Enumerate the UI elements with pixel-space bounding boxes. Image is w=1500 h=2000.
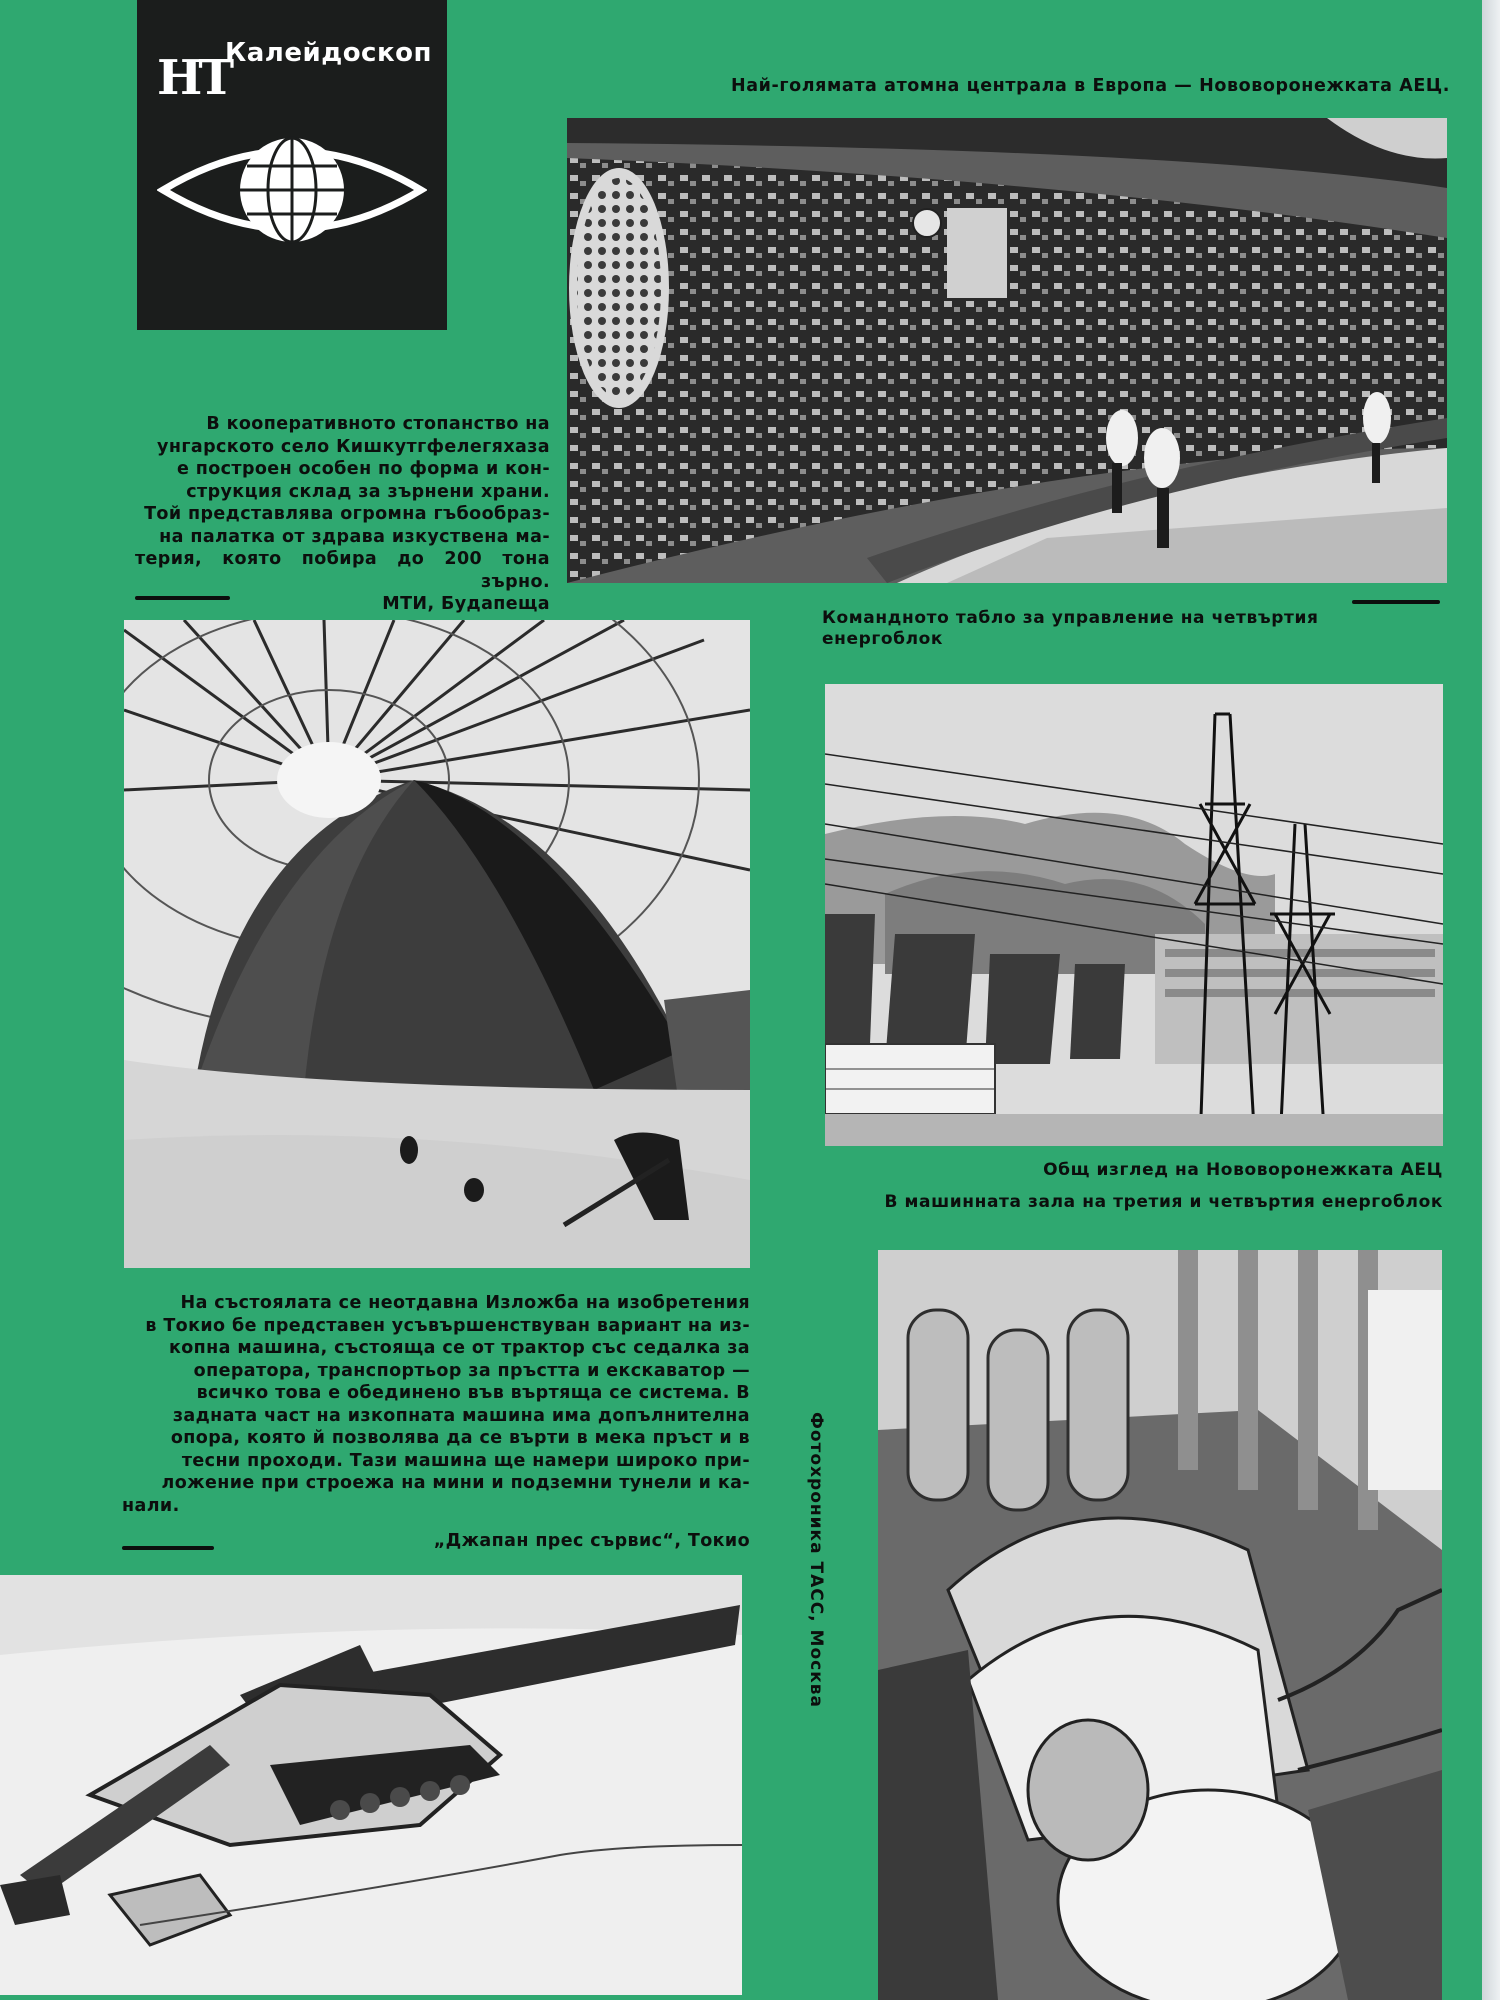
granary-line: терия, която побира до 200 тона зърно. bbox=[135, 549, 550, 592]
granary-dome-photo bbox=[124, 620, 750, 1268]
granary-line: унгарското село Кишкутгфелегяхаза bbox=[157, 436, 550, 457]
eye-globe-icon bbox=[157, 130, 427, 250]
granary-line: на палатка от здрава изкуствена ма- bbox=[159, 526, 550, 547]
excavator-line: в Токио бе представен усъвършенствуван вариант на из- bbox=[145, 1315, 750, 1336]
excavator-line: ложение при строежа на мини и подземни тунели и ка- bbox=[161, 1473, 750, 1493]
excavator-line: копна машина, състояща се от трактор със седалка за bbox=[168, 1338, 750, 1358]
npp-general-photo bbox=[825, 684, 1443, 1146]
turbine-hall-caption: В машинната зала на третия и четвъртия енергоблок bbox=[884, 1192, 1443, 1212]
photo-credit-vertical: Фотохроника ТАСС, Москва bbox=[806, 1412, 826, 1708]
turbine-hall-photo bbox=[878, 1250, 1442, 2000]
logo-section-title: Калейдоскоп bbox=[225, 38, 432, 68]
control-room-photo bbox=[567, 118, 1447, 583]
excavator-article bbox=[122, 1292, 750, 1517]
granary-article bbox=[135, 413, 550, 616]
granary-line: е построен особен по форма и кон- bbox=[176, 459, 550, 479]
control-room-caption: Командното табло за управление на четвъртия енергоблок bbox=[822, 608, 1319, 649]
page-edge bbox=[1482, 0, 1500, 2000]
excavator-source: „Джапан прес сървис“, Токио bbox=[433, 1531, 750, 1551]
section-logo bbox=[137, 0, 447, 330]
granary-line: В кооперативното стопанство на bbox=[206, 414, 550, 434]
npp-headline: Най-голямата атомна централа в Европа — Нововоронежката АЕЦ. bbox=[731, 76, 1450, 96]
excavator-line: опора, която й позволява да се върти в мека пръст и в bbox=[170, 1428, 750, 1448]
excavator-photo bbox=[0, 1575, 742, 1995]
granary-source: МТИ, Будапеща bbox=[382, 594, 550, 614]
excavator-line: задната част на изкопната машина има допълнителна bbox=[172, 1405, 750, 1426]
excavator-line: нали. bbox=[122, 1495, 180, 1516]
logo-letters: НТ bbox=[157, 50, 231, 106]
excavator-line: оператора, транспортьор за пръстта и екскаватор — bbox=[193, 1360, 750, 1381]
granary-line: Той представлява огромна гъбообраз- bbox=[144, 504, 550, 524]
separator-dash bbox=[135, 596, 230, 600]
separator-dash bbox=[122, 1546, 214, 1550]
npp-general-caption: Общ изглед на Нововоронежката АЕЦ bbox=[1043, 1160, 1443, 1180]
separator-dash bbox=[1352, 600, 1440, 604]
granary-line: струкция склад за зърнени храни. bbox=[186, 481, 550, 502]
excavator-line: тесни проходи. Тази машина ще намери широко при- bbox=[181, 1450, 750, 1471]
excavator-line: На състоялата се неотдавна Изложба на изобретения bbox=[180, 1293, 750, 1313]
excavator-line: всичко това е обединено във въртяща се система. В bbox=[196, 1383, 750, 1403]
